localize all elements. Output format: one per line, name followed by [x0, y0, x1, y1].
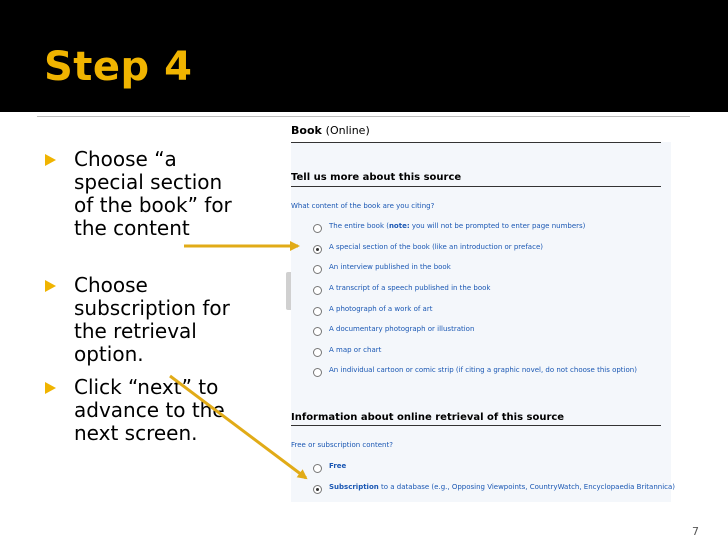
form-title-rest: (Online)	[325, 124, 370, 137]
radio-label: A transcript of a speech published in the book	[329, 284, 491, 292]
bullet-line: Choose	[74, 273, 148, 297]
bullet-line: special section	[74, 170, 223, 194]
bullet-line: of the book” for	[74, 193, 232, 217]
radio-label: An interview published in the book	[329, 263, 451, 271]
bullet-line: the content	[74, 216, 190, 240]
bullet-line: option.	[74, 342, 144, 366]
radio-label: A map or chart	[329, 346, 382, 354]
radio-label: A photograph of a work of art	[329, 305, 433, 313]
form-title-bold: Book	[291, 124, 322, 137]
radio-label: The entire book (note: you will not be prompted to enter page numbers)	[329, 222, 586, 230]
section-heading-retrieval: Information about online retrieval of this source	[291, 412, 565, 423]
radio-label: A special section of the book (like an introduction or preface)	[329, 243, 543, 251]
bullet-line: Choose “a	[74, 147, 177, 171]
arrow-to-subscription	[170, 376, 306, 478]
radio-label: An individual cartoon or comic strip (if citing a graphic novel, do not choose this option)	[329, 366, 637, 374]
question-subscription: Free or subscription content?	[291, 441, 393, 449]
question-content: What content of the book are you citing?	[291, 202, 435, 210]
radio-label: A documentary photograph or illustration	[329, 325, 475, 333]
radio-label: Free	[329, 462, 347, 470]
section-heading-source: Tell us more about this source	[291, 172, 462, 183]
bullet-line: next screen.	[74, 421, 198, 445]
bullet-line: subscription for	[74, 296, 230, 320]
slide-title: Step 4	[44, 44, 193, 90]
bullet-line: advance to the	[74, 398, 225, 422]
page-number: 7	[692, 525, 699, 538]
radio-label: Subscription to a database (e.g., Opposing Viewpoints, CountryWatch, Encyclopaedia Britannica)	[329, 483, 676, 491]
bullet-line: Click “next” to	[74, 375, 219, 399]
bullet-line: the retrieval	[74, 319, 197, 343]
